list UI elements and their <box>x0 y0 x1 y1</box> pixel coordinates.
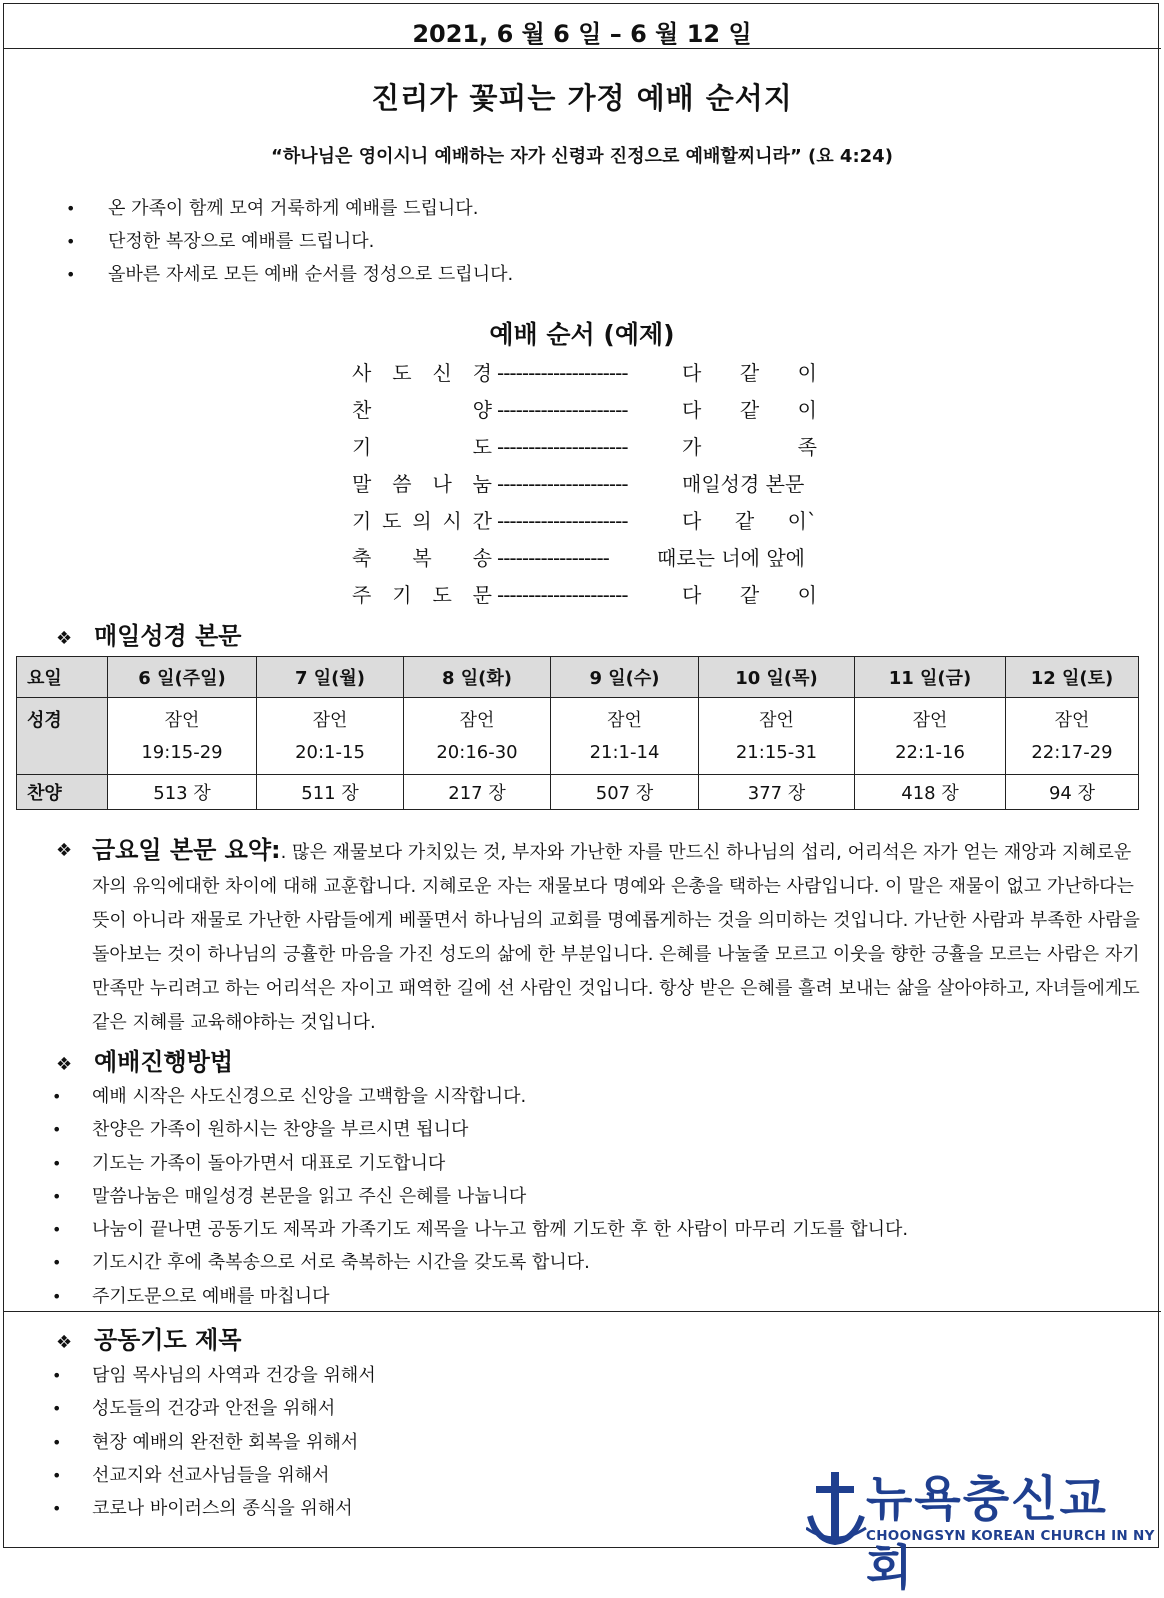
order-item-char: 의 <box>412 509 432 533</box>
table-cell: 418 장 <box>855 775 1006 810</box>
order-item-name <box>352 540 492 577</box>
performer-char: 같 <box>739 583 760 607</box>
order-item-char: 씀 <box>392 472 412 496</box>
performer-char: 이 <box>797 398 817 422</box>
order-item-name <box>352 503 492 540</box>
order-item-char: 도 <box>472 435 492 459</box>
table-cell: 377 장 <box>699 775 855 810</box>
order-dash-leader: --------------------- <box>497 398 628 422</box>
order-dash-leader: --------------------- <box>497 583 628 607</box>
order-item-char: 간 <box>472 509 492 533</box>
order-item-name <box>352 392 492 429</box>
order-item-name <box>352 355 492 392</box>
daily-bible-table <box>16 656 1139 810</box>
order-item-performer <box>682 466 817 503</box>
order-item-char: 기 <box>352 509 372 533</box>
diamond-cluster-icon: ❖ <box>56 1332 73 1353</box>
list-item: • 기도는 가족이 돌아가면서 대표로 기도합니다 <box>52 1147 908 1180</box>
worship-order-row <box>352 429 832 466</box>
table-header-cell: 10 일(목) <box>699 657 855 698</box>
summary-label: 금요일 본문 요약: <box>92 836 281 864</box>
order-item-char: 경 <box>472 361 492 385</box>
order-item-char: 신 <box>432 361 452 385</box>
table-cell: 511 장 <box>257 775 404 810</box>
order-item-char: 양 <box>472 398 492 422</box>
order-item-char: 나 <box>432 472 452 496</box>
order-item-performer <box>682 503 817 540</box>
order-item-char: 사 <box>352 361 372 385</box>
diamond-cluster-icon: ❖ <box>56 840 73 861</box>
order-item-char: 찬 <box>352 398 372 422</box>
order-item-char: 눔 <box>472 472 492 496</box>
scripture-verse: “하나님은 영이시니 예배하는 자가 신령과 진정으로 예배할찌니라” (요 4:24) <box>271 146 893 167</box>
date-range: 2021, 6 월 6 일 – 6 월 12 일 <box>412 20 752 48</box>
table-cell: 잠언 19:15-29 <box>108 698 257 775</box>
table-header-cell: 8 일(화) <box>404 657 551 698</box>
order-item-char: 축 <box>352 546 372 570</box>
order-item-performer <box>657 540 822 577</box>
order-item-performer <box>682 355 817 392</box>
table-cell: 잠언 20:16-30 <box>404 698 551 775</box>
row-label: 찬양 <box>17 775 108 810</box>
table-cell: 217 장 <box>404 775 551 810</box>
order-item-performer <box>682 577 817 614</box>
order-item-char: 도 <box>432 583 452 607</box>
worship-order-row <box>352 577 832 614</box>
method-list <box>52 1080 908 1313</box>
method-section-heading: ❖ 예배진행방법 <box>56 1048 234 1076</box>
table-cell: 94 장 <box>1006 775 1139 810</box>
order-item-name <box>352 466 492 503</box>
order-item-char: 시 <box>442 509 462 533</box>
table-cell: 513 장 <box>108 775 257 810</box>
performer-char: 다 <box>682 361 702 385</box>
list-item: • 기도시간 후에 축복송으로 서로 축복하는 시간을 갖도록 합니다. <box>52 1246 908 1279</box>
page-title: 진리가 꽃피는 가정 예배 순서지 <box>371 81 793 115</box>
order-item-char: 문 <box>472 583 492 607</box>
order-item-char: 송 <box>472 546 492 570</box>
cross-anchor-icon <box>806 1466 868 1546</box>
performer-char: 다 <box>682 509 702 533</box>
table-cell: 잠언 20:1-15 <box>257 698 404 775</box>
list-item: • 담임 목사님의 사역과 건강을 위해서 <box>52 1359 376 1392</box>
list-item: • 코로나 바이러스의 종식을 위해서 <box>52 1492 376 1525</box>
order-item-char: 도 <box>392 361 412 385</box>
performer-char: 이` <box>787 509 817 533</box>
guideline-item: • 단정한 복장으로 예배를 드립니다. <box>66 225 513 258</box>
order-item-char: 기 <box>352 435 372 459</box>
logo-name-english: CHOONGSYN KOREAN CHURCH IN NY <box>866 1528 1155 1544</box>
guideline-item: • 올바른 자세로 모든 예배 순서를 정성으로 드립니다. <box>66 258 513 291</box>
table-row <box>17 698 1139 775</box>
order-dash-leader: ------------------ <box>497 546 609 570</box>
performer-char: 가 <box>682 435 702 459</box>
list-item: • 예배 시작은 사도신경으로 신앙을 고백함을 시작합니다. <box>52 1080 908 1113</box>
worship-order-row <box>352 392 832 429</box>
performer-char: 이 <box>797 361 817 385</box>
order-dash-leader: --------------------- <box>497 472 628 496</box>
prayer-section-heading: ❖ 공동기도 제목 <box>56 1326 242 1354</box>
prayer-list <box>52 1359 376 1525</box>
worship-order-row <box>352 466 832 503</box>
diamond-cluster-icon: ❖ <box>56 628 73 649</box>
performer-char: 같 <box>739 361 760 385</box>
table-cell: 507 장 <box>551 775 699 810</box>
performer-char: 족 <box>797 435 817 459</box>
list-item: • 현장 예배의 완전한 회복을 위해서 <box>52 1426 376 1459</box>
list-item: • 선교지와 선교사님들을 위해서 <box>52 1459 376 1492</box>
performer-char: 다 <box>682 398 702 422</box>
friday-summary <box>92 833 1152 1040</box>
worship-order-row <box>352 355 832 392</box>
performer-char: 다 <box>682 583 702 607</box>
performer-char: 매일성경 본문 <box>682 472 805 496</box>
table-header-cell: 9 일(수) <box>551 657 699 698</box>
order-item-char: 말 <box>352 472 372 496</box>
table-cell: 잠언 21:15-31 <box>699 698 855 775</box>
performer-char: 이 <box>797 583 817 607</box>
list-item: • 나눔이 끝나면 공동기도 제목과 가족기도 제목을 나누고 함께 기도한 후 한 사람이 마무리 기도를 합니다. <box>52 1213 908 1246</box>
order-item-performer <box>682 429 817 466</box>
logo-name-korean: 뉴욕충신교회 <box>866 1471 1108 1596</box>
order-dash-leader: --------------------- <box>497 509 628 533</box>
worship-order-row <box>352 503 832 540</box>
guideline-item: • 온 가족이 함께 모여 거룩하게 예배를 드립니다. <box>66 192 513 225</box>
table-header-cell: 12 일(토) <box>1006 657 1139 698</box>
order-item-char: 복 <box>412 546 432 570</box>
table-header-cell: 6 일(주일) <box>108 657 257 698</box>
order-item-performer <box>682 392 817 429</box>
diamond-cluster-icon: ❖ <box>56 1054 73 1075</box>
performer-char: 같 <box>734 509 755 533</box>
table-header-row <box>17 657 1139 698</box>
worship-order-title: 예배 순서 (예제) <box>489 320 675 349</box>
guideline-list <box>66 192 513 291</box>
list-item: • 말씀나눔은 매일성경 본문을 읽고 주신 은혜를 나눕니다 <box>52 1180 908 1213</box>
bible-section-heading: ❖ 매일성경 본문 <box>56 622 242 650</box>
table-cell: 잠언 22:17-29 <box>1006 698 1139 775</box>
table-row <box>17 775 1139 810</box>
list-item: • 찬양은 가족이 원하시는 찬양을 부르시면 됩니다 <box>52 1113 908 1146</box>
church-logo <box>806 1466 1156 1596</box>
performer-char: 때로는 너에 앞에 <box>657 546 805 570</box>
order-dash-leader: --------------------- <box>497 435 628 459</box>
order-item-char: 기 <box>392 583 412 607</box>
order-item-char: 주 <box>352 583 372 607</box>
order-item-char: 도 <box>382 509 402 533</box>
table-cell: 잠언 21:1-14 <box>551 698 699 775</box>
order-item-name <box>352 577 492 614</box>
table-header-cell: 7 일(월) <box>257 657 404 698</box>
order-item-name <box>352 429 492 466</box>
summary-text: . 많은 재물보다 가치있는 것, 부자와 가난한 자를 만드신 하나님의 섭리, 어리석은 자가 얻는 재앙과 지혜로운 자의 유익에대한 차이에 대해 교훈합니다. 지혜로운 자는 재물보다 명예와 은총을 택하는 사람입니다. 이 말은 재물이 없고 가난하다는 뜻이 아니라 재물로 가난한 사람들에게 베풀면서 하나님의 교회를 명예롭게하는 것을 의미하는 것입니다. 가난한 사람과 부족한 사람을 돌아보는 것이 하나님의 긍휼한 마음을 가진 성도의 삶에 한 부분입니다. 은혜를 나눌줄 모르고 이웃을 향한 긍휼을 모르는 사람은 자기만족만 누리려고 하는 어리석은 자이고 패역한 길에 선 사람인 것입니다. 항상 받은 은혜를 흘려 보내는 삶을 살아야하고, 자녀들에게도 같은 지혜를 교육해야하는 것입니다. <box>92 842 1140 1033</box>
performer-char: 같 <box>739 398 760 422</box>
list-item: • 성도들의 건강과 안전을 위해서 <box>52 1392 376 1425</box>
worship-order-row <box>352 540 832 577</box>
list-item: • 주기도문으로 예배를 마칩니다 <box>52 1280 908 1313</box>
table-header-cell: 요일 <box>17 657 108 698</box>
table-cell: 잠언 22:1-16 <box>855 698 1006 775</box>
table-header-cell: 11 일(금) <box>855 657 1006 698</box>
row-label: 성경 <box>17 698 108 775</box>
order-dash-leader: --------------------- <box>497 361 628 385</box>
